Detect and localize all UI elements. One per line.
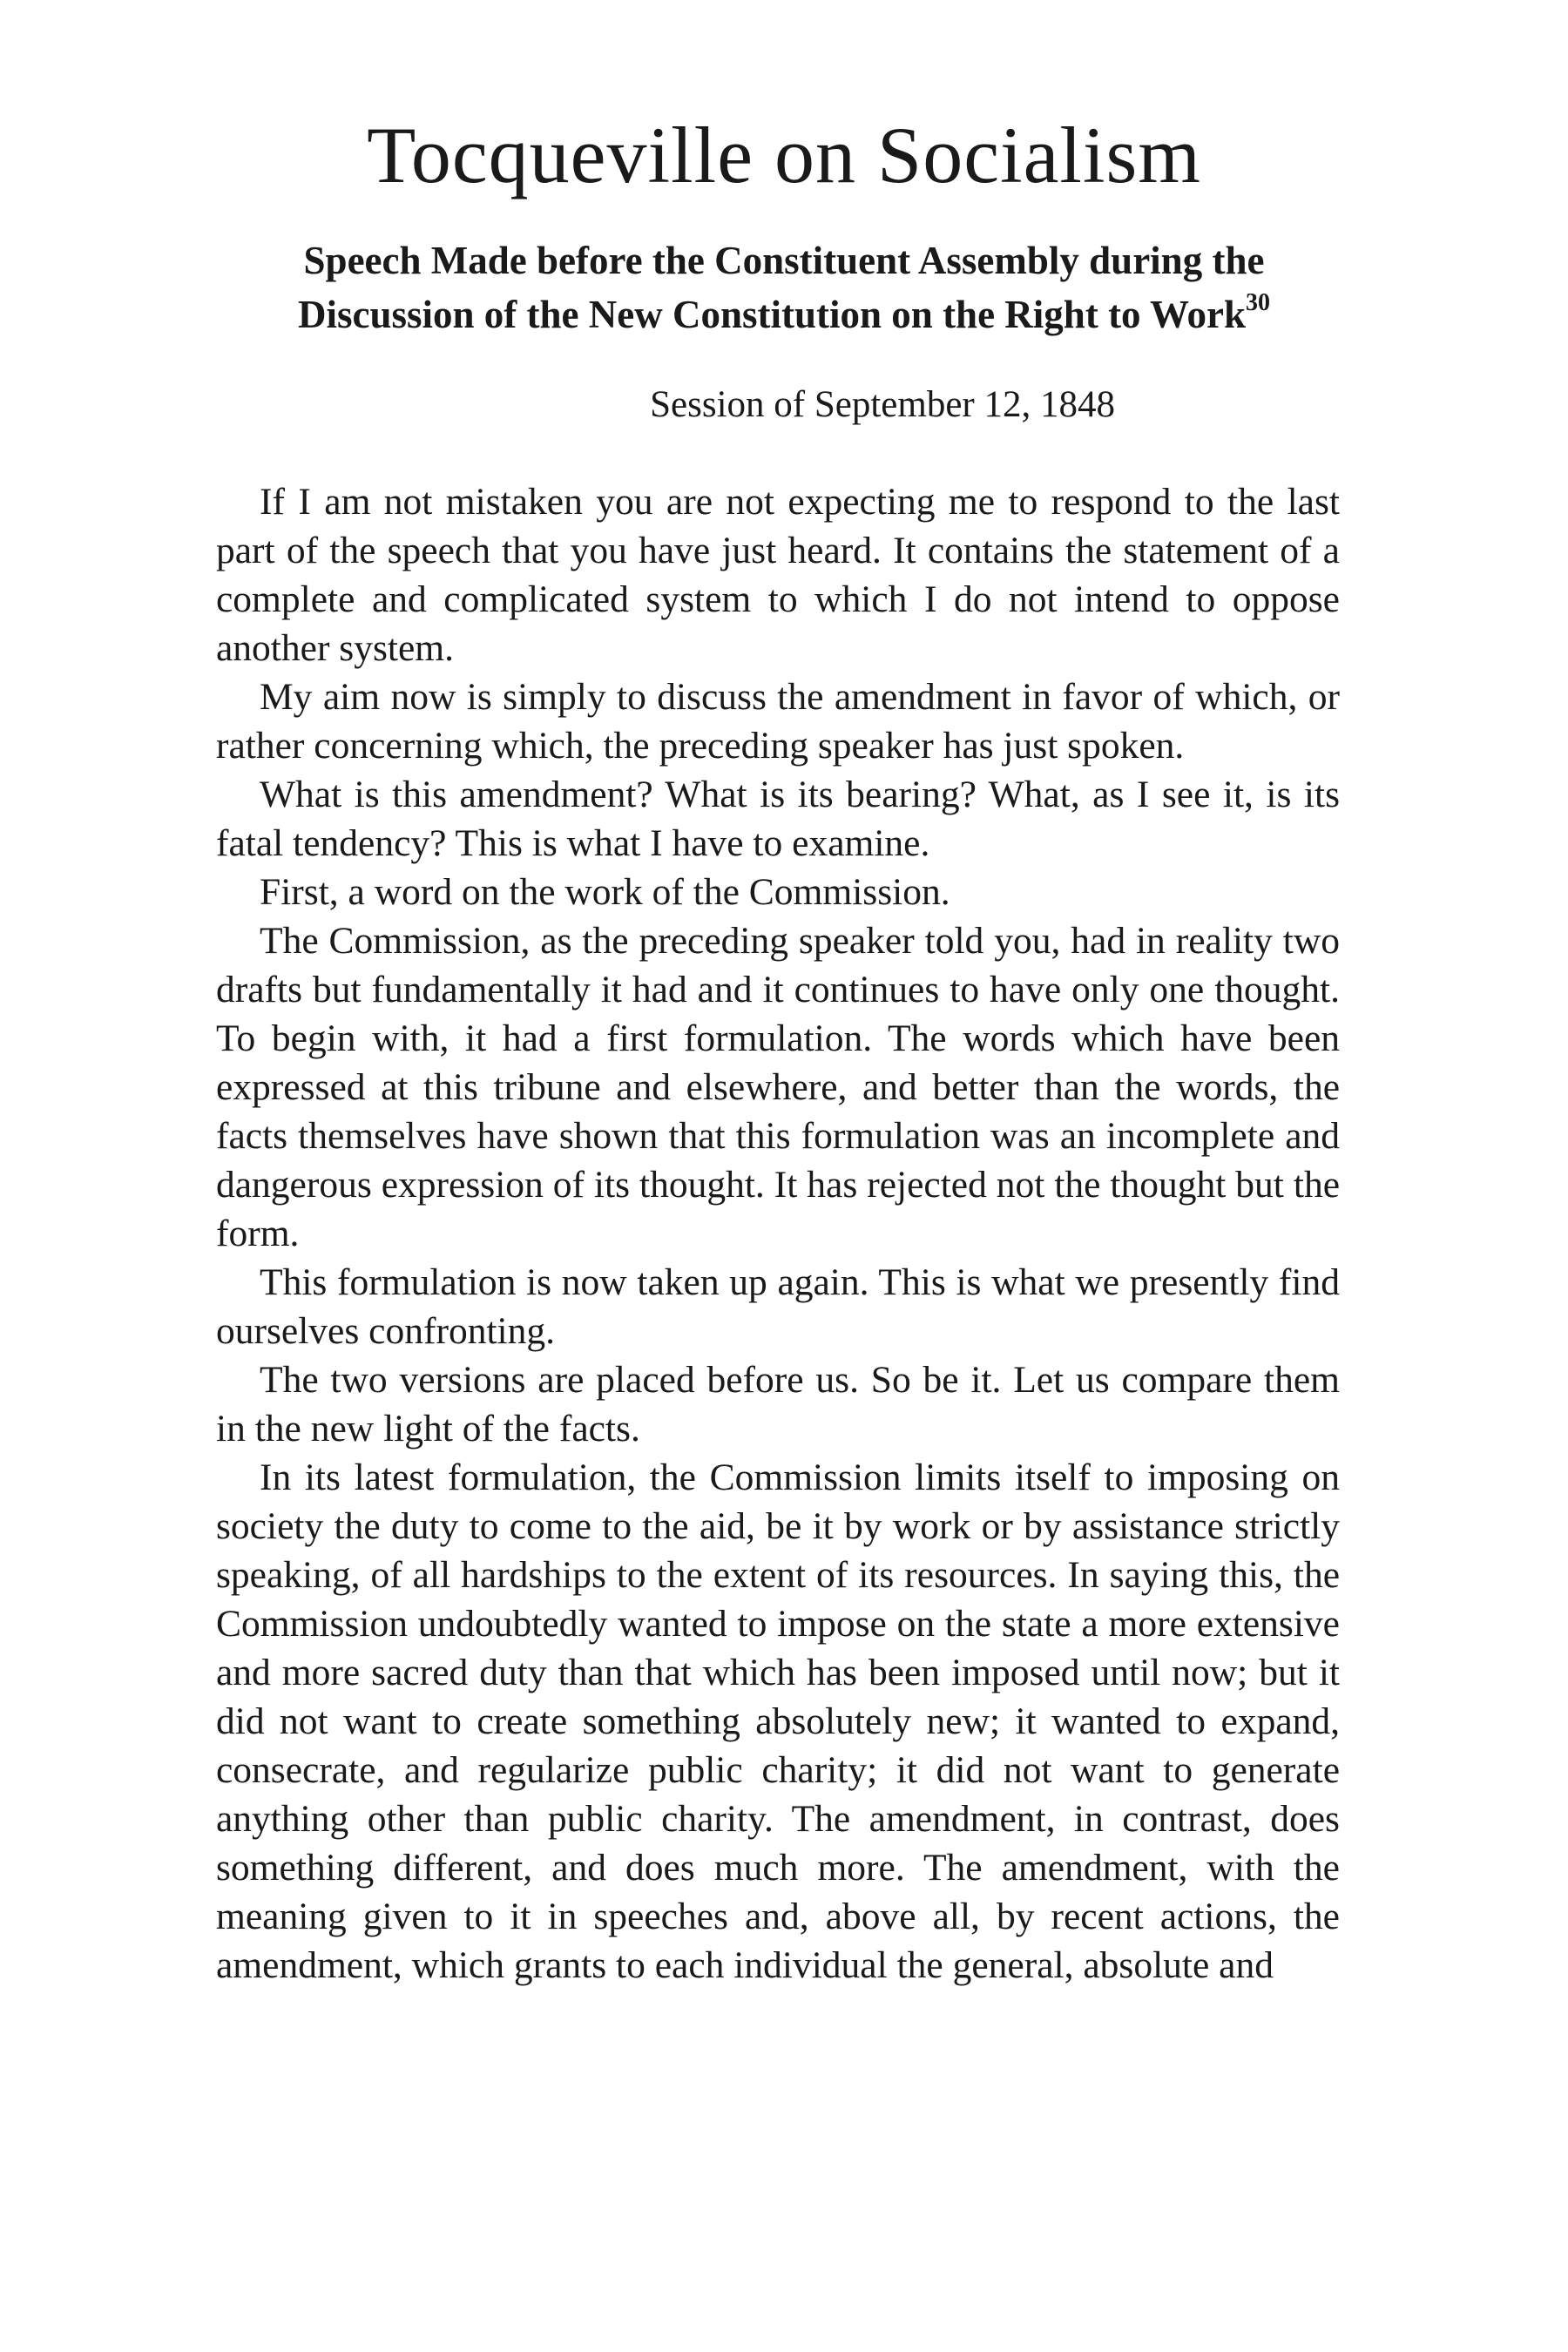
paragraph: This formulation is now taken up again. This is what we presently find ourselves confronting. [216,1261,1340,1352]
paragraph: First, a word on the work of the Commission. [260,871,950,913]
session-date: Session of September 12, 1848 [650,384,1115,425]
paragraph: My aim now is simply to discuss the amendment in favor of which, or rather concerning which, the preceding speaker has just spoken. [216,676,1340,767]
speech-subtitle [218,233,1350,341]
paragraph: The Commission, as the preceding speaker told you, had in reality two drafts but fundamentally it had and it continues to have only one thought. To begin with, it had a first formulation. The words which have been expressed at this tribune and elsewhere, and better than the words, the facts themselves have shown that this formulation was an incomplete and dangerous expression of its thought. It has rejected not the thought but the form. [216,920,1340,1254]
paragraph: What is this amendment? What is its bearing? What, as I see it, is its fatal tendency? This is what I have to examine. [216,774,1340,864]
footnote-marker[interactable]: 30 [1246,289,1271,316]
paragraph: If I am not mistaken you are not expecting me to respond to the last part of the speech that you have just heard. It contains the statement of a complete and complicated system to which I do not intend to oppose another system. [216,481,1340,669]
page-title: Tocqueville on Socialism [367,111,1201,199]
speech-body [216,477,1340,1990]
paragraph: In its latest formulation, the Commission limits itself to imposing on society the duty to come to the aid, be it by work or by assistance strictly speaking, of all hardships to the extent of its resources. In saying this, the Commission undoubtedly wanted to impose on the state a more extensive and more sacred duty than that which has been imposed until now; but it did not want to create something absolutely new; it wanted to expand, consecrate, and regularize public charity; it did not want to generate anything other than public charity. The amendment, in contrast, does something different, and does much more. The amendment, with the meaning given to it in speeches and, above all, by recent actions, the amendment, which grants to each individual the general, absolute and [216,1456,1340,1986]
paragraph: The two versions are placed before us. So be it. Let us compare them in the new light of the facts. [216,1359,1340,1450]
subtitle-text: Speech Made before the Constituent Assembly during the Discussion of the New Constitution on the Right to Work [297,239,1265,336]
